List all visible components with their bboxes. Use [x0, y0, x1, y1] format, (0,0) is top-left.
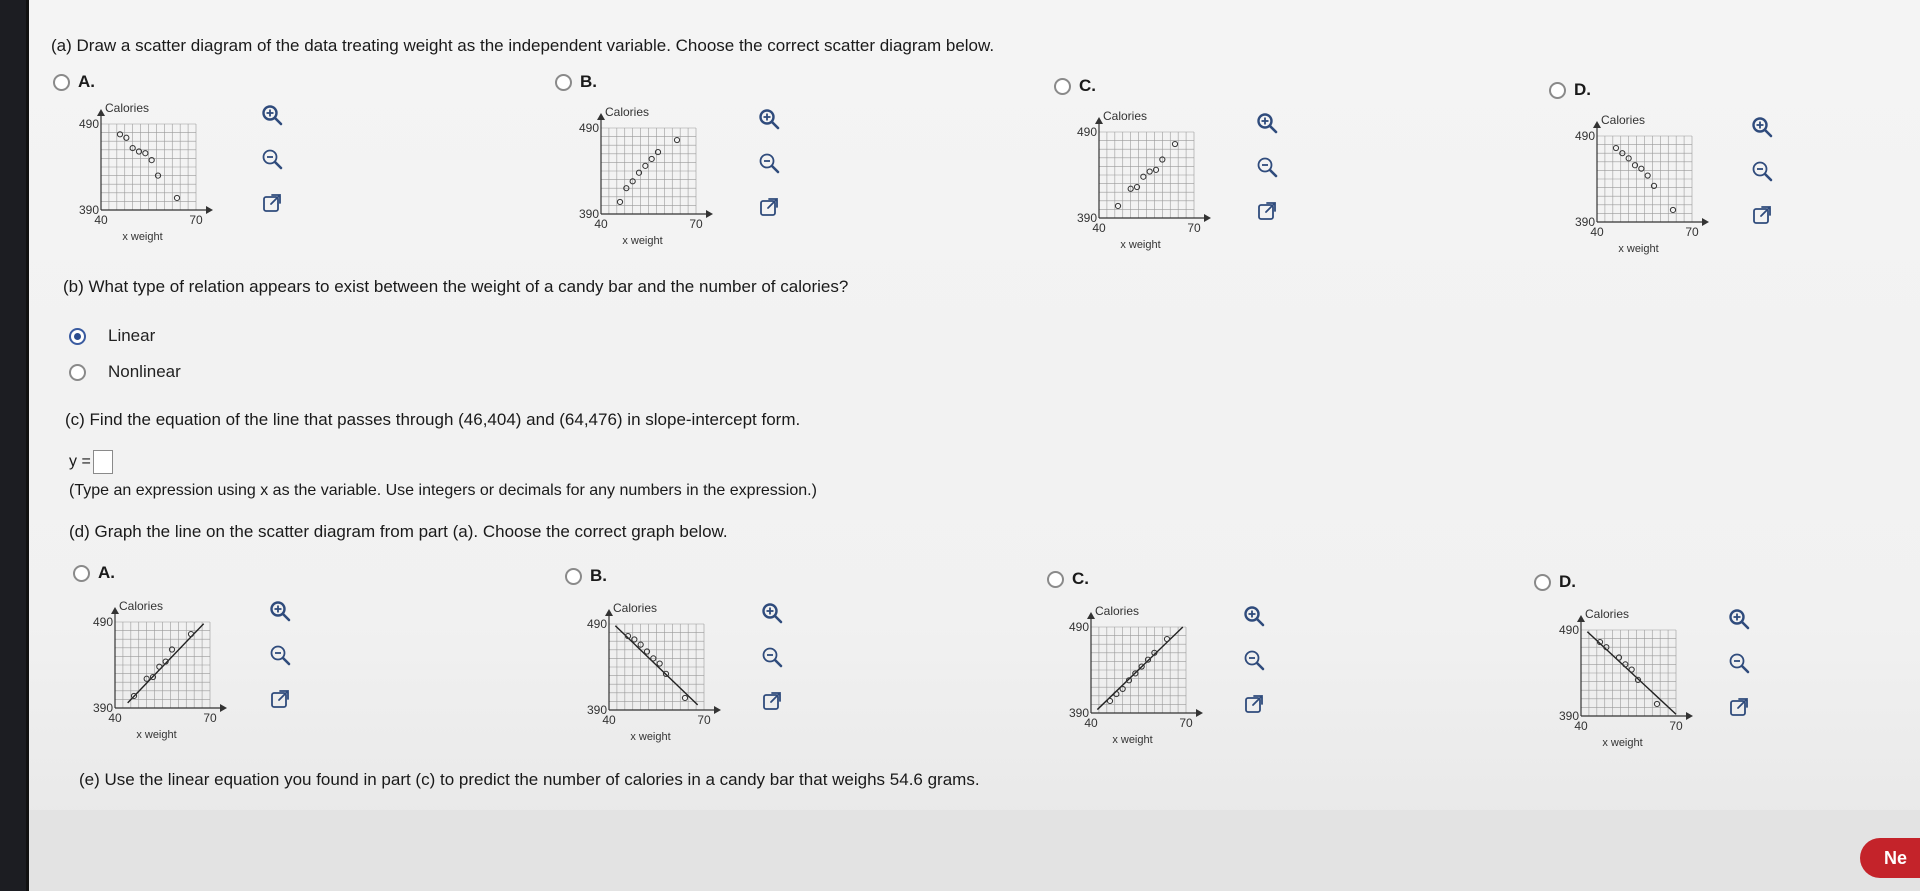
zoom-in-icon[interactable]	[1724, 604, 1754, 634]
graph-line-option-c[interactable]	[1049, 601, 1249, 751]
x-tick-label: 40	[1084, 716, 1098, 730]
mini-chart-svg	[567, 598, 767, 748]
scatter-point	[1107, 698, 1112, 703]
scatter-point	[682, 695, 687, 700]
mini-chart-svg	[73, 596, 273, 746]
zoom-out-icon[interactable]	[1239, 645, 1269, 675]
y-axis-label: Calories	[1095, 604, 1140, 618]
x-tick-label: 40	[1092, 221, 1106, 235]
scatter-point	[1613, 145, 1618, 150]
screen	[26, 0, 1920, 891]
popout-icon[interactable]	[1747, 200, 1777, 230]
mini-chart-svg	[59, 98, 259, 248]
zoom-in-icon[interactable]	[257, 100, 287, 130]
x-tick-label: 40	[594, 217, 608, 231]
part-d-option-c[interactable]	[1047, 569, 1089, 589]
zoom-out-icon[interactable]	[1252, 152, 1282, 182]
scatter-option-a-graph[interactable]	[59, 98, 259, 248]
x-tick-label: 70	[689, 217, 703, 231]
part-d-question: (d) Graph the line on the scatter diagram from part (a). Choose the correct graph below.	[69, 522, 728, 541]
choice-label: Linear	[108, 326, 156, 345]
radio-button[interactable]	[1534, 574, 1551, 591]
part-a-option-a[interactable]	[53, 72, 95, 92]
y-tick-label: 490	[1558, 623, 1579, 637]
scatter-point	[617, 199, 622, 204]
y-axis-arrow	[605, 609, 613, 616]
scatter-point	[674, 137, 679, 142]
x-tick-label: 70	[697, 713, 711, 727]
x-tick-label: 40	[602, 713, 616, 727]
mini-chart-svg	[559, 102, 759, 252]
part-b-question: (b) What type of relation appears to exist between the weight of a candy bar and the number of calories?	[63, 277, 849, 296]
part-d-option-d[interactable]	[1534, 572, 1576, 592]
option-letter: A.	[98, 563, 115, 582]
popout-icon[interactable]	[1239, 689, 1269, 719]
part-d-option-a[interactable]	[73, 563, 115, 583]
popout-icon[interactable]	[257, 188, 287, 218]
popout-icon[interactable]	[265, 684, 295, 714]
y-tick-label: 490	[578, 121, 599, 135]
scatter-point	[1629, 667, 1634, 672]
radio-button[interactable]	[1054, 78, 1071, 95]
y-axis-arrow	[97, 109, 105, 116]
y-axis-label: Calories	[105, 101, 150, 115]
option-letter: C.	[1079, 76, 1096, 95]
x-tick-label: 70	[189, 213, 203, 227]
answer-line	[69, 450, 113, 474]
y-axis-label: Calories	[1601, 113, 1646, 127]
zoom-out-icon[interactable]	[757, 642, 787, 672]
scatter-point	[1147, 169, 1152, 174]
x-tick-label: 40	[1590, 225, 1604, 239]
scatter-point	[1645, 173, 1650, 178]
graph-d-c-tools	[1239, 601, 1269, 719]
zoom-in-icon[interactable]	[754, 104, 784, 134]
radio-button-selected[interactable]	[69, 328, 86, 345]
x-axis-label: x weight	[1120, 239, 1161, 251]
answer-prefix: y =	[69, 453, 91, 470]
y-axis-arrow	[597, 113, 605, 120]
y-axis-label: Calories	[119, 599, 164, 613]
zoom-in-icon[interactable]	[265, 596, 295, 626]
x-tick-label: 70	[1669, 719, 1683, 733]
choice-nonlinear[interactable]	[69, 362, 181, 382]
mini-chart-svg	[1049, 601, 1249, 751]
y-axis-arrow	[111, 607, 119, 614]
x-axis-arrow	[206, 206, 213, 214]
scatter-point	[143, 151, 148, 156]
y-axis-label: Calories	[605, 105, 650, 119]
part-c-question: (c) Find the equation of the line that passes through (46,404) and (64,476) in slope-intercept form.	[65, 410, 801, 429]
y-axis-label: Calories	[613, 601, 658, 615]
part-e-question: (e) Use the linear equation you found in part (c) to predict the number of calories in a candy bar that weighs 54.6 grams.	[79, 770, 980, 789]
y-axis-arrow	[1087, 612, 1095, 619]
graph-line-option-d[interactable]	[1539, 604, 1739, 754]
graph-b-tools	[754, 104, 784, 222]
radio-button[interactable]	[53, 74, 70, 91]
footer-bar	[29, 810, 1920, 891]
scatter-point	[1654, 701, 1659, 706]
x-axis-arrow	[706, 210, 713, 218]
radio-button[interactable]	[565, 568, 582, 585]
x-tick-label: 40	[94, 213, 108, 227]
scatter-point	[643, 163, 648, 168]
part-a-question: (a) Draw a scatter diagram of the data treating weight as the independent variable. Choose the correct scatter diagram below.	[51, 36, 995, 55]
scatter-option-b-graph[interactable]	[559, 102, 759, 252]
y-tick-label: 490	[92, 615, 113, 629]
graph-a-tools	[257, 100, 287, 218]
y-axis-arrow	[1095, 117, 1103, 124]
graph-d-a-tools	[265, 596, 295, 714]
x-axis-label: x weight	[122, 231, 163, 243]
y-tick-label: 390	[586, 703, 607, 717]
y-tick-label: 490	[1574, 129, 1595, 143]
option-letter: C.	[1072, 569, 1089, 588]
graph-line-option-a[interactable]	[73, 596, 273, 746]
y-axis-arrow	[1593, 121, 1601, 128]
option-letter: A.	[78, 72, 95, 91]
y-tick-label: 390	[78, 203, 99, 217]
option-letter: D.	[1574, 80, 1591, 99]
graph-line-option-b[interactable]	[567, 598, 767, 748]
graph-d-b-tools	[757, 598, 787, 716]
x-axis-label: x weight	[622, 235, 663, 247]
zoom-out-icon[interactable]	[257, 144, 287, 174]
x-tick-label: 70	[203, 711, 217, 725]
option-letter: B.	[590, 566, 607, 585]
scatter-option-d-graph[interactable]	[1555, 110, 1755, 260]
scatter-point	[649, 156, 654, 161]
radio-button[interactable]	[69, 364, 86, 381]
zoom-in-icon[interactable]	[1747, 112, 1777, 142]
y-tick-label: 390	[92, 701, 113, 715]
zoom-out-icon[interactable]	[1747, 156, 1777, 186]
y-axis-label: Calories	[1103, 109, 1148, 123]
x-axis-arrow	[714, 706, 721, 714]
zoom-out-icon[interactable]	[754, 148, 784, 178]
choice-label: Nonlinear	[108, 362, 181, 381]
y-axis-label: Calories	[1585, 607, 1630, 621]
popout-icon[interactable]	[754, 192, 784, 222]
mini-chart-svg	[1555, 110, 1755, 260]
zoom-out-icon[interactable]	[1724, 648, 1754, 678]
radio-button[interactable]	[73, 565, 90, 582]
y-tick-label: 390	[1574, 215, 1595, 229]
graph-d-tools	[1747, 112, 1777, 230]
x-axis-arrow	[1686, 712, 1693, 720]
x-axis-label: x weight	[1112, 734, 1153, 746]
radio-button[interactable]	[1047, 571, 1064, 588]
zoom-in-icon[interactable]	[757, 598, 787, 628]
y-tick-label: 390	[578, 207, 599, 221]
x-axis-label: x weight	[136, 729, 177, 741]
y-tick-label: 490	[1068, 620, 1089, 634]
x-axis-label: x weight	[630, 731, 671, 743]
mini-chart-svg	[1057, 106, 1257, 256]
option-letter: B.	[580, 72, 597, 91]
zoom-in-icon[interactable]	[1239, 601, 1269, 631]
y-tick-label: 490	[586, 617, 607, 631]
scatter-point	[657, 661, 662, 666]
x-tick-label: 70	[1187, 221, 1201, 235]
popout-icon[interactable]	[757, 686, 787, 716]
y-tick-label: 390	[1558, 709, 1579, 723]
part-d-option-b[interactable]	[565, 566, 607, 586]
part-a-option-b[interactable]	[555, 72, 597, 92]
answer-input-box[interactable]	[93, 450, 113, 474]
radio-button[interactable]	[1549, 82, 1566, 99]
part-a-option-d[interactable]	[1549, 80, 1591, 100]
x-tick-label: 40	[1574, 719, 1588, 733]
x-axis-arrow	[1204, 214, 1211, 222]
question-content	[29, 0, 1920, 810]
x-tick-label: 70	[1685, 225, 1699, 239]
part-a-option-c[interactable]	[1054, 76, 1096, 96]
graph-c-tools	[1252, 108, 1282, 226]
zoom-in-icon[interactable]	[1252, 108, 1282, 138]
graph-d-d-tools	[1724, 604, 1754, 722]
y-axis-arrow	[1577, 615, 1585, 622]
x-axis-label: x weight	[1602, 737, 1643, 749]
x-axis-label: x weight	[1618, 243, 1659, 255]
x-axis-arrow	[1196, 709, 1203, 717]
scatter-point	[1670, 207, 1675, 212]
scatter-point	[1172, 141, 1177, 146]
scatter-option-c-graph[interactable]	[1057, 106, 1257, 256]
scatter-point	[1164, 636, 1169, 641]
mini-chart-svg	[1539, 604, 1739, 754]
option-letter: D.	[1559, 572, 1576, 591]
popout-icon[interactable]	[1252, 196, 1282, 226]
y-tick-label: 390	[1068, 706, 1089, 720]
scatter-point	[1115, 203, 1120, 208]
popout-icon[interactable]	[1724, 692, 1754, 722]
x-tick-label: 70	[1179, 716, 1193, 730]
y-tick-label: 490	[1076, 125, 1097, 139]
part-c-hint: (Type an expression using x as the variable. Use integers or decimals for any numbers in the expression.)	[69, 482, 817, 499]
y-tick-label: 490	[78, 117, 99, 131]
x-axis-arrow	[1702, 218, 1709, 226]
choice-linear[interactable]	[69, 326, 155, 346]
x-axis-arrow	[220, 704, 227, 712]
y-tick-label: 390	[1076, 211, 1097, 225]
zoom-out-icon[interactable]	[265, 640, 295, 670]
radio-button[interactable]	[555, 74, 572, 91]
x-tick-label: 40	[108, 711, 122, 725]
scatter-point	[174, 195, 179, 200]
next-button[interactable]: Ne	[1860, 838, 1920, 878]
